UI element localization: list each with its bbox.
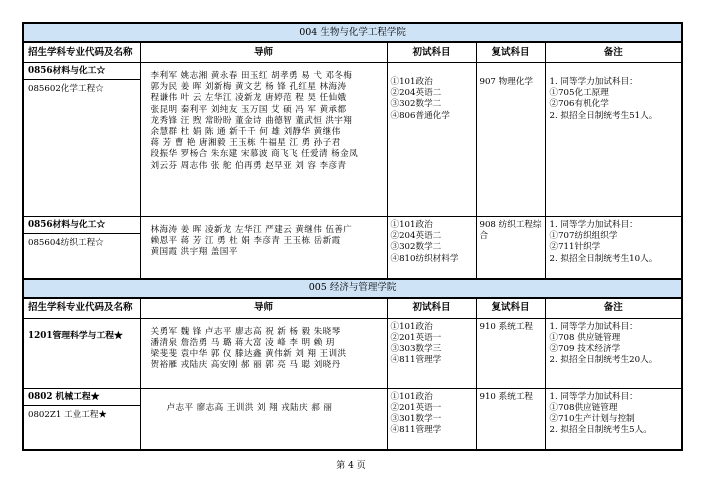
section-title: 005 经济与管理学院 (23, 279, 682, 298)
major-name: 0856材料与化工☆ (24, 217, 140, 234)
sub-major-name: 085604纺织工程☆ (28, 238, 104, 249)
sub-major-name: 0802Z1 工业工程★ (28, 409, 108, 420)
major-name: 0856材料与化工☆ (24, 63, 140, 80)
tutor-line: 程谦伟 叶 云 左华江 凌新龙 唐婷范 程 昊 任仙娥 (150, 93, 347, 104)
major-name: 1201管理科学与工程★ (28, 330, 123, 341)
major-cell (23, 388, 140, 450)
notes-cell (545, 217, 682, 279)
column-header: 复试科目 (476, 298, 545, 319)
note-line: 2. 拟招全日制统考生51人。 (549, 110, 658, 121)
exam-subjects-cell (387, 318, 476, 388)
exam-subject: ①101政治 (390, 77, 433, 87)
column-header: 初试科目 (387, 298, 476, 319)
tutor-line: 黄国霞 洪宇翔 盖国平 (150, 247, 238, 258)
tutor-line: 潘清泉 詹浩勇 马 璐 蒋大富 凌 峰 李 明 赖 玥 (150, 337, 335, 348)
exam-subject: ④811管理学 (390, 425, 442, 436)
exam-subject: ②201英语一 (390, 402, 442, 413)
catalog-table (22, 22, 683, 451)
page-number: 第 4 页 (336, 461, 366, 471)
table-row (23, 388, 682, 450)
tutor-line: 关勇军 魏 锋 卢志平 廖志高 祝 新 杨 毅 朱晓琴 (150, 326, 341, 337)
tutor-line: 张昆明 秦利平 刘纯友 玉万国 艾 硕 冯 军 黄承都 (150, 104, 347, 115)
note-line: ②711针织学 (549, 242, 601, 253)
exam-subject: ④811管理学 (390, 355, 442, 366)
retest-subject-cell: 907 物理化学 (476, 63, 545, 217)
table-row (23, 63, 682, 217)
tutor-line: 卢志平 廖志高 王训洪 刘 翔 戎陆庆 郝 丽 (166, 402, 333, 413)
column-header: 复试科目 (476, 42, 545, 63)
retest-subject-cell: 908 纺织工程综合 (476, 217, 545, 279)
retest-subject-cell: 910 系统工程 (476, 318, 545, 388)
column-header: 导师 (140, 298, 387, 319)
note-line: 1. 同等学力加试科目： (549, 391, 638, 402)
section-title: 004 生物与化学工程学院 (23, 23, 682, 42)
column-header: 备注 (545, 42, 682, 63)
exam-subject: ③302数学二 (390, 99, 442, 110)
exam-subject: ③301数学一 (390, 413, 442, 424)
tutor-line: 林海涛 姜 晖 凌新龙 左华江 严建云 黄继伟 伍善广 (150, 225, 353, 235)
major-name: 0802 机械工程★ (24, 389, 140, 406)
admission-catalog-page (22, 22, 681, 451)
tutor-line: 郭为民 姜 晖 刘新梅 黄文艺 杨 锋 孔红星 林海涛 (150, 82, 347, 93)
note-line: 1. 同等学力加试科目： (549, 220, 638, 230)
exam-subjects-cell (387, 388, 476, 450)
section-title-row (23, 23, 682, 42)
sub-major-name: 085602化学工程☆ (28, 84, 104, 95)
major-cell (23, 63, 140, 217)
note-line: ①708供应链管理 (549, 402, 618, 413)
exam-subject: ①101政治 (390, 220, 433, 230)
table-row (23, 318, 682, 388)
tutor-line: 龙秀锋 汪 煦 常盼盼 董金诗 曲德智 董武恒 洪宇翔 (150, 115, 353, 126)
exam-subject: ②204英语二 (390, 231, 442, 242)
tutors-cell (140, 388, 387, 450)
tutor-line: 贺裕雁 戎陆庆 高安刚 郝 丽 郭 亮 马 聪 刘晓丹 (150, 360, 341, 371)
column-header: 导师 (140, 42, 387, 63)
note-line: ②710生产计划与控制 (549, 413, 635, 424)
tutor-line: 余慧群 杜 娟 陈 通 新千千 何 雄 刘静华 黄继伟 (150, 127, 341, 138)
tutor-line: 蒋 芳 曹 艳 唐湘毅 王玉栋 牛福星 江 勇 孙子君 (150, 138, 341, 149)
note-line: ①705化工原理 (549, 88, 609, 99)
notes-cell (545, 388, 682, 450)
exam-subject: ②204英语二 (390, 88, 442, 99)
exam-subject: ①101政治 (390, 321, 433, 332)
column-header: 招生学科专业代码及名称 (23, 298, 140, 319)
exam-subjects-cell (387, 63, 476, 217)
exam-subject: ④810纺织材料学 (390, 253, 459, 264)
column-header-row (23, 42, 682, 63)
note-line: 1. 同等学力加试科目： (549, 321, 638, 332)
exam-subject: ②201英语一 (390, 332, 442, 343)
note-line: 2. 拟招全日制统考生5人。 (549, 425, 652, 436)
tutor-line: 李利军 姚志湘 黄永春 田玉红 胡孝勇 易 弋 邓冬梅 (150, 71, 353, 81)
note-line: ②709 技术经济学 (549, 343, 621, 354)
notes-cell (545, 63, 682, 217)
section-title-row (23, 279, 682, 298)
major-cell (23, 217, 140, 279)
major-cell (23, 318, 140, 388)
note-line: ①708 供应链管理 (549, 332, 621, 343)
tutors-cell (140, 318, 387, 388)
exam-subjects-cell (387, 217, 476, 279)
exam-subject: ③302数学二 (390, 242, 442, 253)
note-line: 2. 拟招全日制统考生20人。 (549, 355, 658, 366)
exam-subject: ④806普通化学 (390, 110, 450, 121)
note-line: 1. 同等学力加试科目： (549, 77, 638, 87)
note-line: ②706有机化学 (549, 99, 609, 110)
table-row (23, 217, 682, 279)
tutors-cell (140, 217, 387, 279)
exam-subject: ③303数学三 (390, 343, 442, 354)
tutor-line: 段振华 罗杨合 朱东建 宋慕波 商飞飞 任爱清 杨金凤 (150, 149, 359, 160)
exam-subject: ①101政治 (390, 391, 433, 402)
column-header: 初试科目 (387, 42, 476, 63)
note-line: ①707纺织组织学 (549, 231, 618, 242)
column-header: 招生学科专业代码及名称 (23, 42, 140, 63)
tutor-line: 赖恩平 蒋 芳 江 勇 杜 娟 李彦青 王玉栋 岳新霞 (150, 236, 341, 247)
tutor-line: 刘云芬 周志伟 张 舵 伯再勇 赵早亚 刘 容 李彦青 (150, 160, 347, 171)
note-line: 2. 拟招全日制统考生10人。 (549, 253, 658, 264)
tutor-line: 梁斐斐 袁中华 郭 仪 滕达鑫 黄伟新 刘 翔 王训洪 (150, 348, 347, 359)
notes-cell (545, 318, 682, 388)
column-header: 备注 (545, 298, 682, 319)
column-header-row (23, 298, 682, 319)
retest-subject-cell: 910 系统工程 (476, 388, 545, 450)
tutors-cell (140, 63, 387, 217)
